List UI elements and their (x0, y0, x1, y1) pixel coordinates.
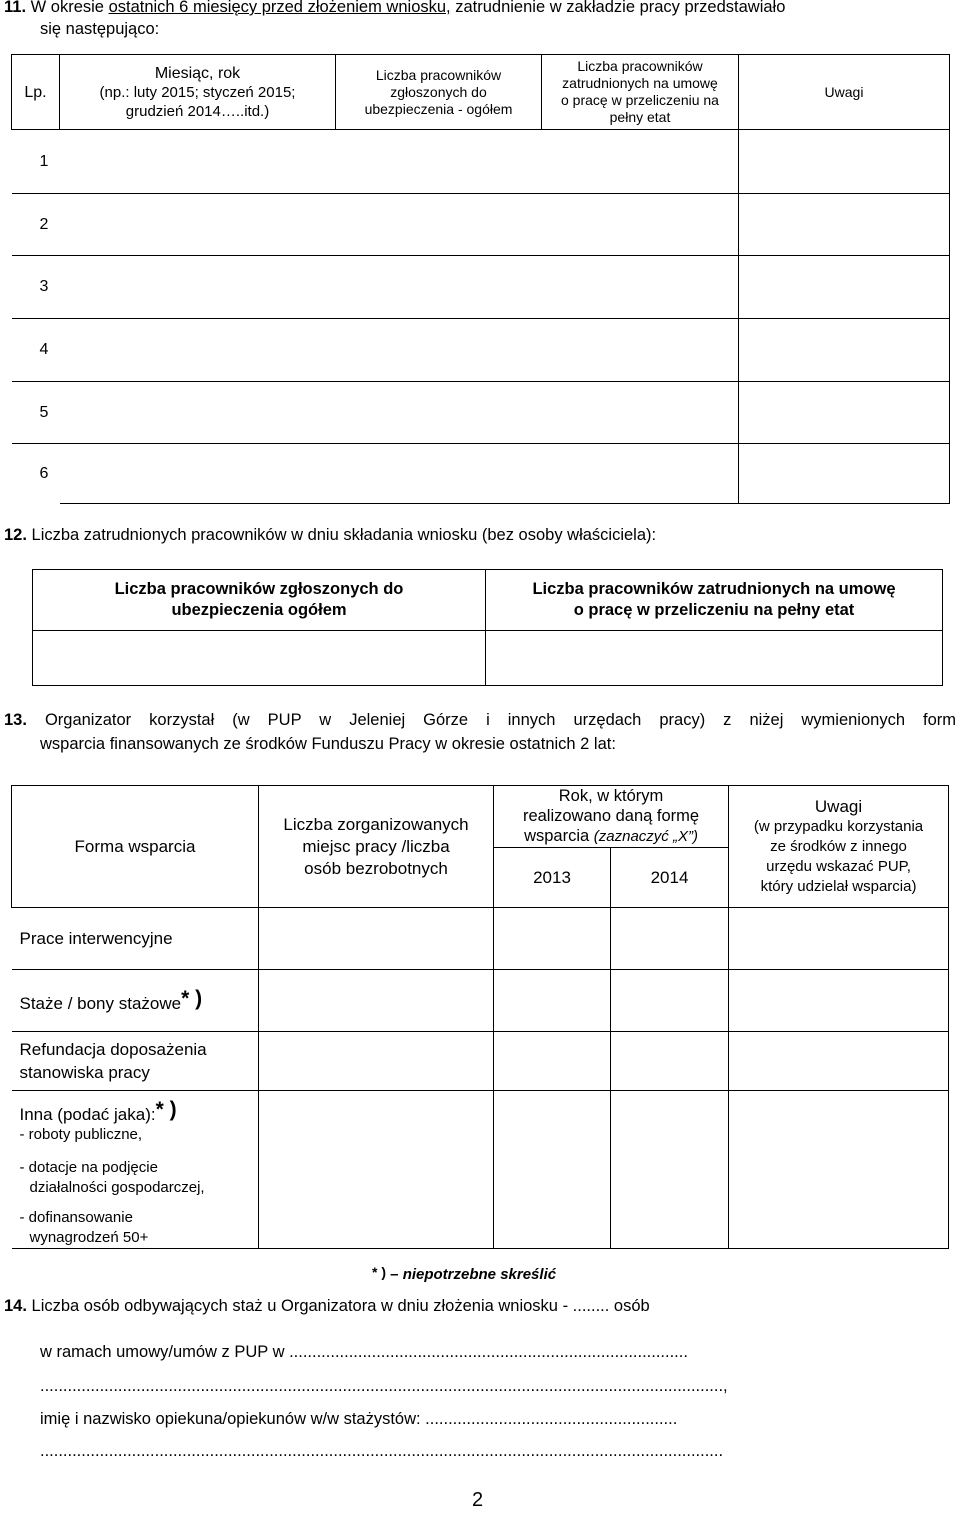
section-11-text-underlined: ostatnich 6 miesięcy przed złożeniem wniosku, (108, 0, 451, 16)
table-row (12, 908, 949, 970)
section-13-text: Organizator korzystał (w PUP w Jeleniej Górze i innych urzędach pracy) z niżej wymienionych form (44, 711, 956, 729)
other-item-wage-cofinance-line1: - dofinansowanie (19, 1209, 133, 1226)
footnote-marker: * ) (181, 987, 203, 1010)
year-2014-cell[interactable] (611, 908, 729, 970)
support-forms-table (11, 785, 949, 1249)
col-support-notes-line5: który udzielał wsparcia) (760, 877, 917, 895)
table-row (12, 319, 950, 382)
col-fte-total-line2: o pracę w przeliczeniu na pełny etat (573, 601, 855, 619)
col-year-line2: realizowano daną formę (522, 807, 700, 825)
col-year-2013: 2013 (494, 848, 611, 908)
row-label-other-head-text: Inna (podać jaka): (19, 1105, 156, 1124)
col-support-notes-line3: ze środków z innego (770, 837, 907, 855)
col-fte (542, 55, 739, 130)
col-insured-total-line2: ubezpieczenia ogółem (171, 601, 347, 619)
col-fte-line4: pełny etat (609, 109, 671, 125)
row-input-area[interactable] (60, 256, 739, 319)
row-number: 6 (12, 444, 60, 504)
headcount-table (32, 569, 943, 686)
col-form: Forma wsparcia (12, 786, 259, 908)
col-month (60, 55, 336, 130)
col-month-line1: Miesiąc, rok (154, 64, 241, 82)
col-year-line3-text: wsparcia (524, 827, 594, 845)
col-lp: Lp. (12, 55, 60, 130)
footnote-marker: * ) (155, 1098, 177, 1121)
section-12-heading (4, 526, 656, 545)
col-year (494, 786, 729, 848)
insured-total-field[interactable] (33, 631, 486, 686)
row-number: 4 (12, 319, 60, 382)
col-support-notes (729, 786, 949, 908)
col-year-line1: Rok, w którym (558, 787, 664, 805)
col-insured-line2: zgłoszonych do (390, 83, 487, 100)
section-13-number: 13. (4, 711, 27, 729)
col-places-line3: osób bezrobotnych (304, 858, 448, 878)
year-2013-cell[interactable] (494, 970, 611, 1032)
table-row (12, 382, 950, 444)
footnote-text: niepotrzebne skreślić (402, 1266, 557, 1283)
year-2014-cell[interactable] (611, 1091, 729, 1249)
row-input-area[interactable] (60, 130, 739, 194)
section-11-line1 (4, 0, 785, 17)
section-11-line2: się następująco: (40, 20, 160, 38)
section-14-text: Liczba osób odbywających staż u Organizatora w dniu złożenia wniosku - ........ osób (31, 1297, 650, 1315)
row-notes-cell[interactable] (739, 130, 950, 194)
other-item-grants-line1: - dotacje na podjęcie (19, 1159, 158, 1176)
row-notes-cell[interactable] (739, 256, 950, 319)
year-2014-cell[interactable] (611, 1032, 729, 1091)
notes-cell[interactable] (729, 1091, 949, 1249)
headcount-header (33, 570, 943, 631)
col-month-line3: grudzień 2014…..itd.) (125, 102, 270, 120)
table-row (12, 194, 950, 256)
row-label-internships (12, 970, 259, 1032)
places-cell[interactable] (259, 1032, 494, 1091)
col-fte-line3: o pracę w przeliczeniu na (561, 92, 719, 108)
section-12-text: Liczba zatrudnionych pracowników w dniu składania wniosku (bez osoby właściciela): (31, 526, 657, 544)
row-input-area[interactable] (60, 382, 739, 444)
employment-table-header (12, 55, 950, 130)
col-support-notes-line2: (w przypadku korzystania (753, 817, 924, 835)
row-input-area[interactable] (60, 194, 739, 256)
row-notes-cell[interactable] (739, 319, 950, 382)
section-11-number: 11. (4, 0, 27, 16)
row-label-internships-text: Staże / bony stażowe (19, 994, 182, 1013)
col-insured-total (33, 570, 486, 631)
row-notes-cell[interactable] (739, 444, 950, 504)
row-number: 3 (12, 256, 60, 319)
other-item-public-works: - roboty publiczne, (19, 1126, 143, 1143)
row-number: 5 (12, 382, 60, 444)
notes-cell[interactable] (729, 970, 949, 1032)
col-insured-total-line1: Liczba pracowników zgłoszonych do (114, 580, 404, 598)
row-input-area[interactable] (60, 319, 739, 382)
footnote (372, 1264, 556, 1283)
row-label-intervention: Prace interwencyjne (12, 908, 259, 970)
section-13-line2: wsparcia finansowanych ze środków Funduszu Pracy w okresie ostatnich 2 lat: (40, 735, 616, 753)
places-cell[interactable] (259, 1091, 494, 1249)
notes-cell[interactable] (729, 1032, 949, 1091)
col-support-notes-line4: urzędu wskazać PUP, (766, 857, 911, 875)
year-2013-cell[interactable] (494, 1032, 611, 1091)
row-label-equipment-refund-line2: stanowiska pracy (19, 1063, 150, 1082)
row-label-equipment-refund-line1: Refundacja doposażenia (19, 1040, 207, 1059)
table-row (12, 1032, 949, 1091)
footnote-dash: – (390, 1266, 399, 1283)
table-row (12, 970, 949, 1032)
row-input-area[interactable] (60, 444, 739, 504)
section-14-line3[interactable]: ....................................................................................................................................................., (40, 1377, 728, 1395)
headcount-values (33, 631, 943, 686)
section-12-number: 12. (4, 526, 27, 544)
col-year-line3-hint: (zaznaczyć „X”) (593, 828, 698, 845)
section-14-line2[interactable]: w ramach umowy/umów z PUP w ....................................................................................... (40, 1343, 688, 1361)
table-row (12, 1091, 949, 1249)
section-11-text-before: W okresie (30, 0, 109, 16)
places-cell[interactable] (259, 908, 494, 970)
row-label-equipment-refund (12, 1032, 259, 1091)
other-item-wage-cofinance-line2: wynagrodzeń 50+ (29, 1229, 149, 1246)
employment-table (11, 54, 950, 504)
col-fte-total-line1: Liczba pracowników zatrudnionych na umowę (532, 580, 896, 598)
places-cell[interactable] (259, 970, 494, 1032)
page-number: 2 (472, 1489, 484, 1511)
table-row (12, 130, 950, 194)
fte-total-field[interactable] (486, 631, 943, 686)
row-notes-cell[interactable] (739, 194, 950, 256)
notes-cell[interactable] (729, 908, 949, 970)
section-14-line5[interactable]: ..................................................................................................................................................... (40, 1442, 724, 1460)
col-fte-line2: zatrudnionych na umowę (562, 75, 718, 91)
col-insured-line1: Liczba pracowników (375, 66, 502, 83)
section-14-line4[interactable]: imię i nazwisko opiekuna/opiekunów w/w stażystów: ....................................................... (40, 1410, 678, 1428)
col-fte-line1: Liczba pracowników (577, 58, 703, 74)
col-support-notes-title: Uwagi (814, 796, 863, 816)
row-number: 2 (12, 194, 60, 256)
col-year-line3 (494, 826, 728, 847)
col-year-2014: 2014 (611, 848, 729, 908)
section-13-line1 (4, 711, 956, 730)
row-label-other (12, 1091, 259, 1249)
footnote-mark: * ) (372, 1264, 386, 1280)
row-notes-cell[interactable] (739, 382, 950, 444)
col-insured-line3: ubezpieczenia - ogółem (364, 100, 513, 117)
col-notes: Uwagi (739, 55, 950, 130)
row-label-other-head (20, 1099, 259, 1126)
support-header-row1 (12, 786, 949, 848)
year-2013-cell[interactable] (494, 908, 611, 970)
table-row (12, 444, 950, 504)
col-places (259, 786, 494, 908)
section-11-text-after: zatrudnienie w zakładzie pracy przedstawiało (450, 0, 786, 16)
table-row (12, 256, 950, 319)
year-2013-cell[interactable] (494, 1091, 611, 1249)
col-insured (336, 55, 542, 130)
col-fte-total (486, 570, 943, 631)
year-2014-cell[interactable] (611, 970, 729, 1032)
col-month-line2: (np.: luty 2015; styczeń 2015; (99, 83, 296, 101)
section-14-number: 14. (4, 1297, 27, 1315)
row-number: 1 (12, 130, 60, 194)
col-places-line2: miejsc pracy /liczba (302, 836, 450, 856)
other-item-grants-line2: działalności gospodarczej, (29, 1179, 205, 1196)
section-14-line1 (4, 1297, 650, 1316)
col-places-line1: Liczba zorganizowanych (283, 814, 469, 834)
